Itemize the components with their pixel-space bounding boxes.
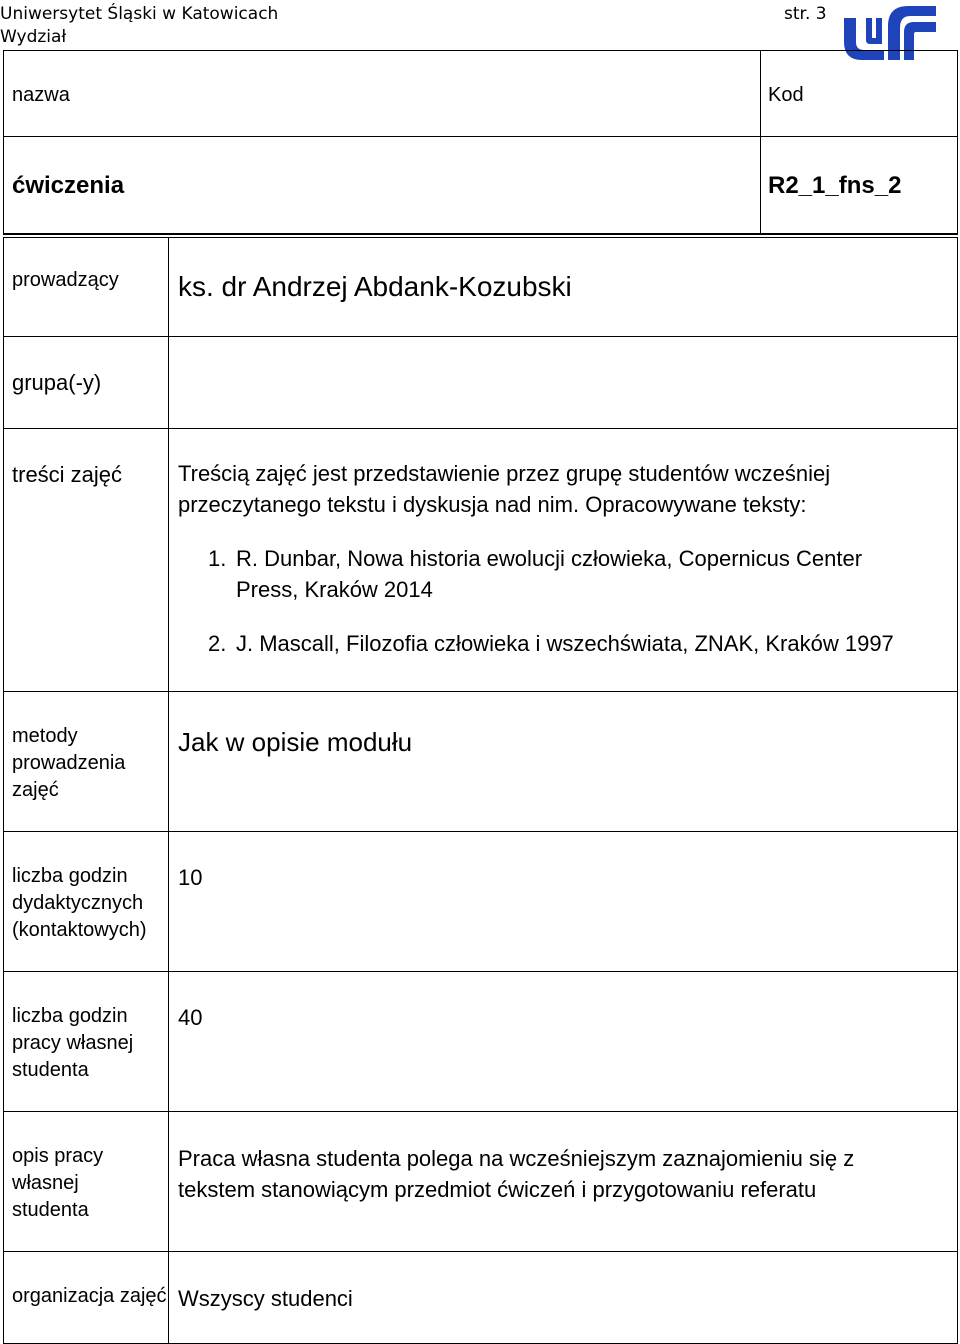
self-work-label: opis pracy własnej studenta — [12, 1145, 104, 1221]
course-name: ćwiczenia — [12, 172, 125, 199]
methods-value: Jak w opisie modułu — [178, 727, 413, 757]
organization-value: Wszyscy studenci — [178, 1286, 353, 1311]
faculty-label: Wydział — [0, 27, 67, 47]
code-label: Kod — [768, 84, 804, 106]
organization-label: organizacja zajęć — [12, 1285, 167, 1307]
groups-label: grupa(-y) — [12, 370, 102, 395]
content-item2-number: 2. — [208, 631, 227, 656]
page-number: str. 3 — [784, 4, 827, 24]
course-code: R2_1_fns_2 — [768, 172, 902, 199]
content-intro: Treścią zajęć jest przedstawienie przez grupę studentów wcześniej przeczytanego tekstu i dyskusja nad nim. Opracowywane teksty: — [178, 461, 831, 517]
content-item1-number: 1. — [208, 546, 227, 571]
content-item1: R. Dunbar, Nowa historia ewolucji człowieka, Copernicus Center Press, Kraków 2014 — [236, 546, 863, 602]
university-name: Uniwersytet Śląski w Katowicach — [0, 4, 279, 24]
content-label: treści zajęć — [12, 462, 123, 487]
instructor-value: ks. dr Andrzej Abdank-Kozubski — [178, 271, 572, 302]
methods-label: metody prowadzenia zajęć — [12, 725, 126, 801]
course-header-table — [3, 50, 958, 235]
instructor-label: prowadzący — [12, 269, 119, 291]
self-hours-label: liczba godzin pracy własnej studenta — [12, 1005, 134, 1081]
contact-hours-label: liczba godzin dydaktycznych (kontaktowych) — [12, 865, 147, 941]
contact-hours-value: 10 — [178, 865, 203, 890]
content-item2: J. Mascall, Filozofia człowieka i wszechświata, ZNAK, Kraków 1997 — [236, 631, 894, 656]
name-label: nazwa — [12, 84, 70, 106]
self-hours-value: 40 — [178, 1005, 203, 1030]
self-work-value: Praca własna studenta polega na wcześniejszym zaznajomieniu się z tekstem stanowiącym przedmiot ćwiczeń i przygotowaniu referatu — [178, 1146, 855, 1202]
